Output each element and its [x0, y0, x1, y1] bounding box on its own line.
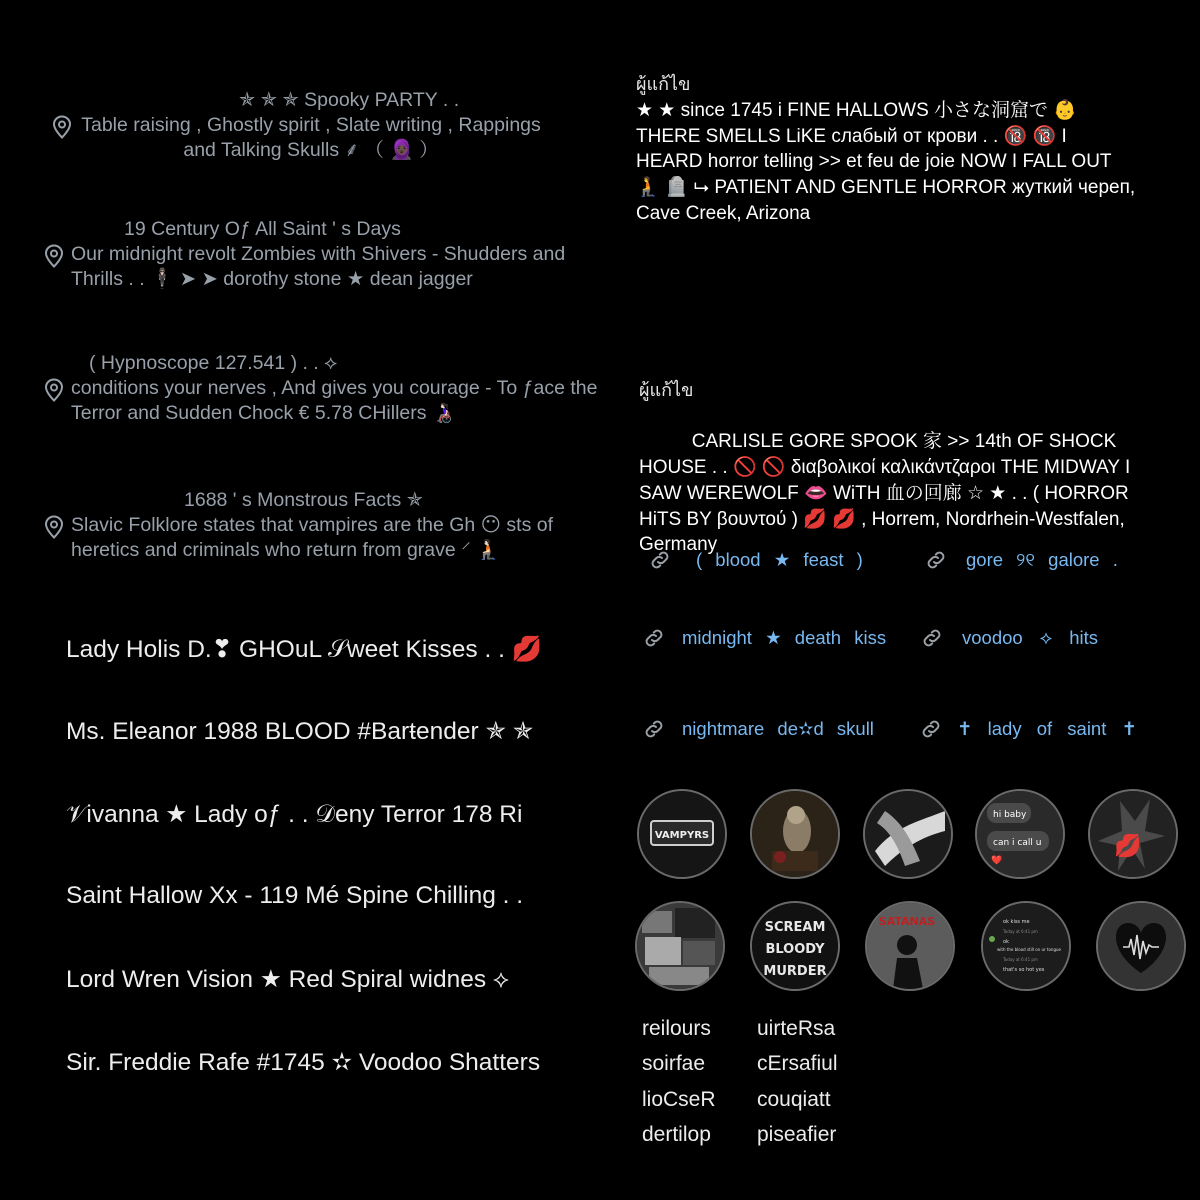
link-chain-icon [648, 548, 672, 572]
chat-message: hi baby [993, 810, 1027, 820]
location-body: Table raising , Ghostly spirit , Slate writing , Rappings and Talking Skulls ⸙ （ 🧕🏿 ） [81, 114, 541, 161]
location-pin-icon [44, 244, 64, 268]
word-column [757, 1011, 838, 1152]
murder-text: MURDER [763, 964, 827, 979]
location-block [44, 217, 614, 292]
chat-message: with the blood still on ur tongue [997, 947, 1061, 952]
hands-image[interactable] [863, 789, 953, 879]
display-name-line: Saint Hallow Xx - 119 Mé Spine Chilling . . [66, 882, 524, 909]
link-item[interactable] [642, 713, 874, 745]
bio-text: CARLISLE GORE SPOOK 家 >> 14th OF SHOCK HOUSE . . 🚫 🚫 διαβολικοί καλικάντζαροι THE MIDWAY I SAW WEREWOLF 👄 WiTH 血の回廊 ☆ ★ . . ( HORROR HiTS BY βουντού ) 💋 💋 , Horrem, Nordrhein-Westfalen, Germany [639, 431, 1136, 556]
link-chain-icon [642, 626, 666, 650]
location-header: 19 Century Oƒ All Saint ' s Days [124, 218, 401, 240]
word-item: piseafier [757, 1122, 837, 1146]
location-pin-icon [44, 378, 64, 402]
link-label: gore ୨୧ galore . [966, 549, 1118, 570]
location-body: Slavic Folklore states that vampires are the Gh 😶 sts of heretics and criminals who return from grave ⸍ 🧎🏻 [71, 514, 554, 561]
link-label: ✝ lady of saint ✝ [957, 718, 1138, 739]
link-item[interactable] [919, 713, 1137, 745]
kiss-emoji: 💋 [1114, 833, 1142, 858]
location-header: ( Hypnoscope 127.541 ) . . ⟡ [89, 352, 338, 374]
location-header: ✯ ✯ ✯ Spooky PARTY . . [238, 89, 460, 111]
bio-text: ★ ★ since 1745 i FINE HALLOWS 小さな洞窟で 👶 THERE SMELLS LiKE слабый от крови . . 🔞 🔞 I HEARD horror telling >> et feu de joie NOW I FALL OUT 🧎 🪦 ⮡ PATIENT AND GENTLE HORROR жуткий череп, Cave Creek, Arizona [636, 99, 1136, 224]
word-item: reilours [642, 1017, 711, 1040]
word-item: soirfae [642, 1052, 706, 1076]
link-item[interactable] [642, 622, 886, 654]
vampyrs-sign-image[interactable] [637, 789, 727, 879]
chat-dark-image[interactable] [981, 901, 1071, 991]
editor-label: ผู้แก้ไข [639, 379, 694, 401]
bio-block [639, 326, 1139, 558]
display-name-line: Lady Holis D.❣ GHOuL 𝒮weet Kisses . . 💋 [66, 636, 543, 663]
display-name-line: Ms. Eleanor 1988 BLOOD #Barŧender ✯ ✯ [66, 718, 534, 745]
location-block [44, 351, 614, 426]
statue-image[interactable] [750, 789, 840, 879]
chat-message: that's so hot yes [1003, 967, 1045, 973]
display-name-line: Sir. Freddie Rafe #1745 ✫ Voodoo Shatters [66, 1049, 541, 1076]
word-item: cErsafiul [757, 1052, 838, 1076]
satanas-image[interactable] [865, 901, 955, 991]
kiss-image[interactable] [1088, 789, 1178, 879]
display-name-line: Lord Wren Vision ★ Red Spiral widnes ⟡ [66, 966, 510, 993]
bloody-text: BLOODY [765, 942, 825, 957]
word-item: lioCseR [642, 1087, 716, 1111]
scream-text: SCREAM [764, 920, 826, 935]
location-pin-icon [44, 515, 64, 539]
location-header: 1688 ' s Monstrous Facts ✯ [184, 489, 423, 511]
location-block [44, 488, 614, 563]
location-pin-icon [52, 115, 72, 139]
chat-message: ok kiss me [1003, 919, 1030, 925]
satanas-text: SATANAS [878, 915, 936, 928]
location-block [44, 88, 614, 163]
link-item[interactable] [924, 544, 1118, 576]
heart-reaction: ❤️ [991, 855, 1003, 865]
display-name-line: 𝒱ivanna ★ Lady oƒ . . 𝒟eny Terror 178 Ri [66, 801, 523, 828]
location-body: conditions your nerves , And gives you courage - To ƒace the Terror and Sudden Chock € 5.78 CHillers 👩🏻‍🦽 [71, 377, 598, 424]
word-item: dertilop [642, 1122, 711, 1146]
heart-wave-image[interactable] [1096, 901, 1186, 991]
scream-text-image[interactable] [750, 901, 840, 991]
link-chain-icon [924, 548, 948, 572]
word-item: uirteRsa [757, 1017, 836, 1040]
chat-image[interactable] [975, 789, 1065, 879]
link-label: nightmare de✫d skull [682, 718, 874, 739]
chat-message: ok [1003, 939, 1009, 945]
link-row [640, 622, 1180, 654]
link-item[interactable] [920, 622, 1098, 654]
word-item: couqiatt [757, 1087, 831, 1111]
bio-block [636, 72, 1136, 227]
link-label: ( blood ★ feast ) [696, 549, 863, 570]
vampyrs-text: VAMPYRS [654, 830, 710, 841]
chat-message: can i call u [993, 838, 1042, 848]
collage-image[interactable] [635, 901, 725, 991]
word-column [642, 1011, 716, 1152]
link-row [640, 544, 1180, 576]
link-chain-icon [642, 717, 666, 741]
link-label: voodoo ⟡ hits [962, 627, 1098, 648]
link-chain-icon [920, 626, 944, 650]
link-chain-icon [919, 717, 943, 741]
link-row [640, 713, 1180, 745]
editor-label: ผู้แก้ไข [636, 74, 691, 95]
chat-time: Today at 6:41 pm [1003, 929, 1038, 934]
location-body: Our midnight revolt Zombies with Shivers - Shudders and Thrills . . 🕴🏻 ➤ ➤ dorothy stone ★ dean jagger [71, 243, 566, 290]
link-item[interactable] [648, 544, 863, 576]
link-label: midnight ★ death kiss [682, 627, 887, 648]
chat-time: Today at 6:41 pm [1003, 957, 1038, 962]
